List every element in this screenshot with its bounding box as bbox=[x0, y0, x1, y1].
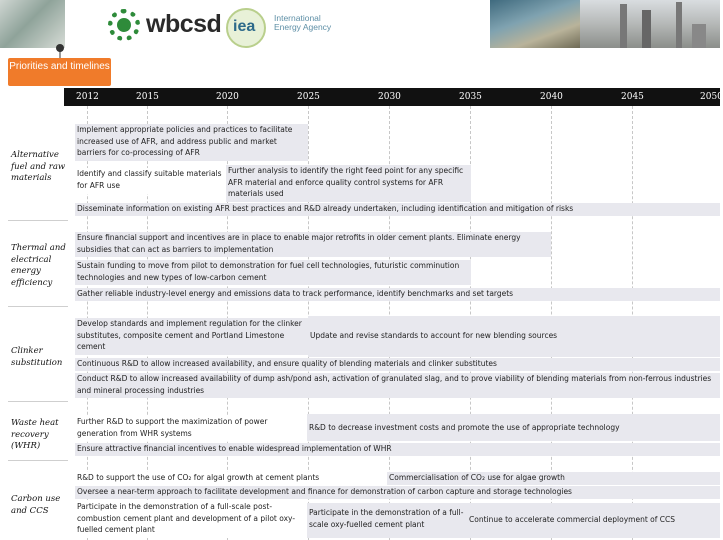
category-divider bbox=[8, 220, 68, 221]
action-bar: Develop standards and implement regulation for the clinker substitutes, composite cement and Portland Limestone cement bbox=[75, 318, 308, 355]
wbcsd-logo bbox=[108, 8, 222, 42]
action-bar: Continue to accelerate commercial deployment of CCS bbox=[467, 503, 720, 538]
action-bar: Participate in the demonstration of a full-scale post-combustion cement plant and development of a pilot oxy-fuelled cement plant bbox=[75, 501, 307, 538]
year-label: 2020 bbox=[216, 92, 239, 102]
action-bar: Sustain funding to move from pilot to demonstration for fuel cell technologies, futuristic comminution technologies and new types of low-carbon cement bbox=[75, 260, 471, 285]
category-divider bbox=[8, 460, 68, 461]
wbcsd-logo-text: wbcsd bbox=[146, 10, 222, 38]
action-bar: Update and revise standards to account for new blending sources bbox=[308, 316, 720, 357]
connector-dot bbox=[56, 44, 64, 52]
header-photo-cement-plant bbox=[580, 0, 720, 48]
priorities-badge: Priorities and timelines bbox=[8, 58, 111, 86]
action-bar: Ensure financial support and incentives are in place to enable major retrofits in older cement plants. Eliminate energy subsidies that can act as barriers to implementation bbox=[75, 232, 551, 257]
iea-name: International Energy Agency bbox=[274, 13, 332, 32]
year-label: 2045 bbox=[621, 92, 644, 102]
year-label: 2040 bbox=[540, 92, 563, 102]
category-divider bbox=[8, 401, 68, 402]
action-bar: Gather reliable industry-level energy and emissions data to track performance, identify benchmarks and set targets bbox=[75, 288, 720, 301]
action-bar: Disseminate information on existing AFR best practices and R&D already undertaken, including identification and mitigation of risks bbox=[75, 203, 720, 216]
action-bar: R&D to decrease investment costs and promote the use of appropriate technology bbox=[307, 414, 720, 441]
action-bar: Participate in the demonstration of a full-scale oxy-fuelled cement plant bbox=[307, 503, 467, 538]
category-divider bbox=[8, 306, 68, 307]
year-label: 2035 bbox=[459, 92, 482, 102]
action-bar: Oversee a near-term approach to facilitate development and finance for demonstration of carbon capture and storage technologies bbox=[75, 486, 720, 499]
action-bar: Ensure attractive financial incentives to enable widespread implementation of WHR bbox=[75, 443, 720, 456]
year-label: 2012 bbox=[76, 92, 99, 102]
action-bar: Conduct R&D to allow increased availability of dump ash/pond ash, activation of granulated slag, and to prove viability of blending materials from non-ferrous industries and mineral processing industries bbox=[75, 373, 720, 398]
year-label: 2015 bbox=[136, 92, 159, 102]
iea-logo bbox=[226, 8, 336, 48]
year-label: 2025 bbox=[297, 92, 320, 102]
year-label: 2050 bbox=[700, 92, 723, 102]
category-energy-efficiency: Thermal and electrical energy efficiency bbox=[11, 243, 66, 288]
action-bar: Further analysis to identify the right feed point for any specific AFR material and enforce quality control systems for AFR materials used bbox=[226, 165, 471, 202]
category-clinker-substitution: Clinker substitution bbox=[11, 346, 63, 368]
action-bar: R&D to support the use of CO₂ for algal growth at cement plants bbox=[75, 472, 387, 485]
action-bar: Implement appropriate policies and practices to facilitate increased use of AFR, and address public and market barriers for co-processing of AFR bbox=[75, 124, 308, 161]
action-bar: Commercialisation of CO₂ use for algae growth bbox=[387, 472, 720, 485]
header-photo-city bbox=[490, 0, 580, 48]
category-carbon-use-ccs: Carbon use and CCS bbox=[11, 494, 61, 516]
header-photo-landscape bbox=[0, 0, 65, 48]
year-label: 2030 bbox=[378, 92, 401, 102]
action-bar: Continuous R&D to allow increased availability, and ensure quality of blending materials and clinker substitutes bbox=[75, 358, 720, 371]
category-afr: Alternative fuel and raw materials bbox=[11, 150, 66, 183]
action-bar: Identify and classify suitable materials for AFR use bbox=[75, 168, 225, 194]
category-whr: Waste heat recovery (WHR) bbox=[11, 418, 59, 451]
iea-emblem-icon: iea bbox=[226, 8, 266, 48]
action-bar: Further R&D to support the maximization of power generation from WHR systems bbox=[75, 416, 307, 441]
